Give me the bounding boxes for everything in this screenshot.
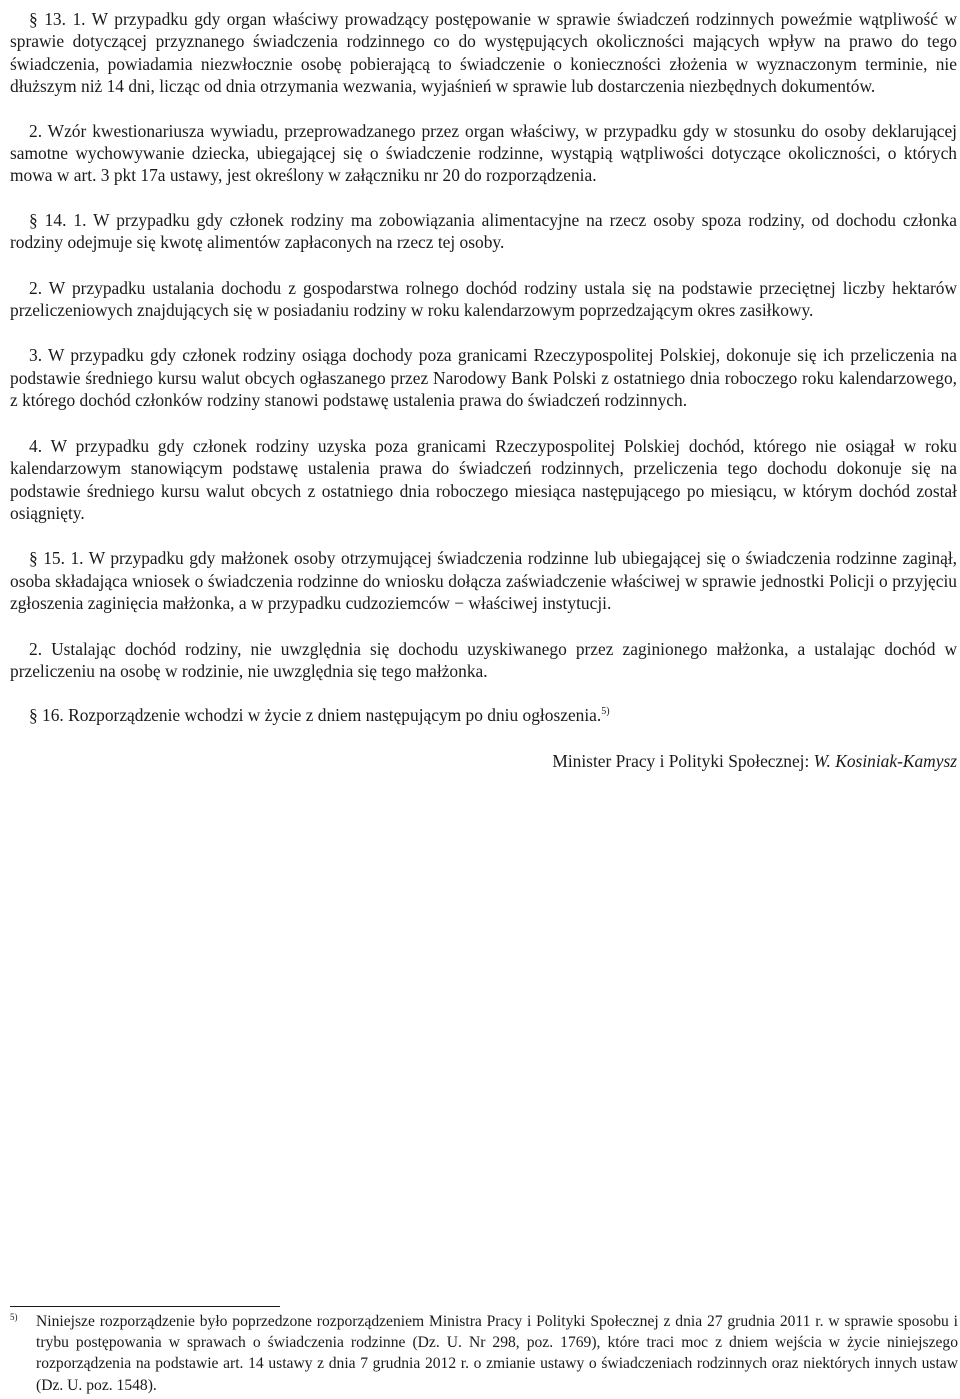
paragraph-13-1: § 13. 1. W przypadku gdy organ właściwy prowadzący postępowanie w sprawie świadczeń rodzinnych poweźmie wątpliwość w sprawie dotyczącej przyznanego świadczenia rodzinnego co do występujących okoliczności mających wpływ na prawo do tego świadczenia, powiadamia niezwłocznie osobę pobierającą to świadczenie o konieczności złożenia w wyznaczonym terminie, nie dłuższym niż 14 dni, licząc od dnia otrzymania wezwania, wyjaśnień w sprawie lub dostarczenia niezbędnych dokumentów. bbox=[10, 9, 957, 97]
paragraph-15-2: 2. Ustalając dochód rodziny, nie uwzględnia się dochodu uzyskiwanego przez zaginionego małżonka, a ustalając dochód w przeliczeniu na osobę w rodzinie, nie uwzględnia się tego małżonka. bbox=[10, 638, 957, 681]
spacer bbox=[10, 412, 957, 435]
signature-name: W. Kosiniak-Kamysz bbox=[813, 750, 957, 771]
spacer bbox=[10, 254, 957, 277]
paragraph-13-2: 2. Wzór kwestionariusza wywiadu, przeprowadzanego przez organ właściwy, w przypadku gdy w stosunku do osoby deklarującej samotne wychowywanie dziecka, ubiegającej się o świadczenie rodzinne, wystąpią wątpliwości dotyczące okoliczności, o których mowa w art. 3 pkt 17a ustawy, jest określony w załączniku nr 20 do rozporządzenia. bbox=[10, 120, 957, 186]
footnote-divider bbox=[10, 1306, 280, 1307]
spacer bbox=[10, 524, 957, 547]
paragraph-14-2: 2. W przypadku ustalania dochodu z gospodarstwa rolnego dochód rodziny ustala się na podstawie przeciętnej liczby hektarów przeliczeniowych znajdujących się w posiadaniu rodziny w roku kalendarzowym poprzedzającym okres zasiłkowy. bbox=[10, 277, 957, 321]
footnote-row bbox=[10, 1311, 958, 1396]
signature-role: Minister Pracy i Polityki Społecznej: bbox=[552, 750, 814, 771]
spacer bbox=[10, 615, 957, 638]
spacer bbox=[10, 321, 957, 344]
paragraph-16 bbox=[10, 704, 957, 726]
paragraph-14-4: 4. W przypadku gdy członek rodziny uzyska poza granicami Rzeczypospolitej Polskiej dochód, którego nie osiągał w roku kalendarzowym stanowiącym podstawę ustalenia prawa do świadczeń rodzinnych, przeliczenia tego dochodu dokonuje się na podstawie średniego kursu walut obcych z ostatniego dnia roboczego miesiąca następującego po miesiącu, w którym dochód został osiągnięty. bbox=[10, 435, 957, 523]
spacer bbox=[10, 682, 957, 704]
paragraph-14-1: § 14. 1. W przypadku gdy członek rodziny ma zobowiązania alimentacyjne na rzecz osoby spoza rodziny, od dochodu członka rodziny odejmuje się kwotę alimentów zapłaconych na rzecz tej osoby. bbox=[10, 209, 957, 253]
footnote-mark bbox=[10, 1311, 36, 1396]
document-body bbox=[10, 8, 957, 772]
footnote bbox=[10, 1311, 958, 1396]
paragraph-16-text: § 16. Rozporządzenie wchodzi w życie z dniem następującym po dniu ogłoszenia. bbox=[29, 705, 602, 726]
spacer bbox=[10, 727, 957, 750]
spacer bbox=[10, 98, 957, 120]
footnote-mark-text: 5) bbox=[10, 1311, 18, 1322]
spacer bbox=[10, 187, 957, 209]
footnote-reference: 5) bbox=[601, 706, 610, 718]
footnote-text: Niniejsze rozporządzenie było poprzedzone rozporządzeniem Ministra Pracy i Polityki Społecznej z dnia 27 grudnia 2011 r. w sprawie sposobu i trybu postępowania w sprawach o świadczenia rodzinne (Dz. U. Nr 298, poz. 1769), które traci moc z dniem wejścia w życie niniejszego rozporządzenia na podstawie art. 14 ustawy z dnia 7 grudnia 2012 r. o zmianie ustawy o świadczeniach rodzinnych oraz niektórych innych ustaw (Dz. U. poz. 1548). bbox=[36, 1313, 958, 1394]
paragraph-14-3: 3. W przypadku gdy członek rodziny osiąga dochody poza granicami Rzeczypospolitej Polskiej, dokonuje się ich przeliczenia na podstawie średniego kursu walut obcych ogłaszanego przez Narodowy Bank Polski z ostatniego dnia roboczego roku kalendarzowego, z którego dochód członków rodziny stanowi podstawę ustalenia prawa do świadczeń rodzinnych. bbox=[10, 345, 957, 411]
paragraph-15-1: § 15. 1. W przypadku gdy małżonek osoby otrzymującej świadczenia rodzinne lub ubiegającej się o świadczenia rodzinne zaginął, osoba składająca wniosek o świadczenia rodzinne do wniosku dołącza zaświadczenie właściwej w sprawie jednostki Policji o przyjęciu zgłoszenia zaginięcia małżonka, a w przypadku cudzoziemców − właściwej instytucji. bbox=[10, 548, 957, 614]
signature-line bbox=[10, 750, 957, 772]
